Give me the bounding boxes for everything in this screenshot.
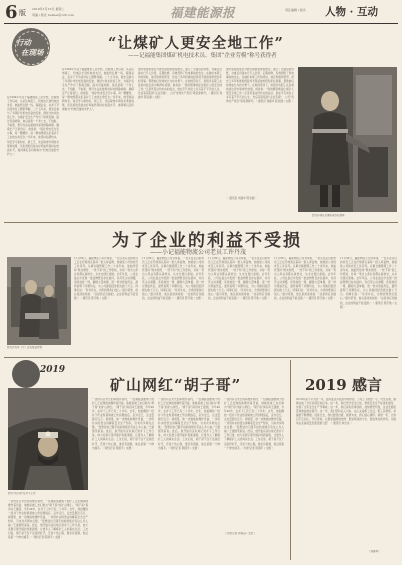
story1-title: “让煤矿人更安全地工作” [108, 35, 285, 52]
story3-body-2: 一条约有百米长的斜坡井巷内，一位满脸络腮胡子的矿工正在熟练地操作着设备，他就是被工友们称为“胡子哥”的矿山网红。“胡子哥”真名叫王建国，今年48岁，在井下工作已有二十多年。去年，他拍摄的一段井下作业短视频被上传到网络后，意外走红，点击量超过百万。视频里，他一边熟练地操作设备，一边用朴实的语言讲解着安全生产知识，引来众多网友点赞。“没想到自己随手拍的视频会有这么多人看。”王建国笑着说。此后，他开始有意识地记录井下工作日常，向大家展示现代煤矿的新面貌，让更多人了解煤矿工人的真实生活。工友们说，胡子哥不仅干活是把好手，还是个热心肠，谁家有困难，他总是第一个伸出援手。（ 特约记者 陈国平 / 文图 ） [158, 398, 220, 450]
story4-body: 2019年是不平凡的一年，面对复杂多变的市场形势，公司上下团结一心、攻坚克难，圆满完成了全年各项目标任务。这一年，我们坚守安全红线，狠抓安全生产标准化建设，实现了全年安全生产零事故；这一年，我们深化改革创新，加快转型升级，企业发展质量和效益稳步提升；这一年，我们坚持以人为本，关心关爱职工生活，职工获得感、幸福感不断增强。回首过去，我们倍感自豪；展望未来，我们信心满怀。新的一年，让我们不忘初心、牢记使命，以更加饱满的热情、更加昂扬的斗志、更加务实的作风，为推动企业高质量发展贡献力量！（ 通讯员 林志远 ） [296, 398, 396, 426]
story4-title: 2019 感言 [305, 376, 382, 394]
story3-body-4: 一条约有百米长的斜坡井巷内，一位满脸络腮胡子的矿工正在熟练地操作着设备，他就是被工友们称为“胡子哥”的矿山网红。“胡子哥”真名叫王建国，今年48岁，在井下工作已有二十多年。去年，他拍摄的一段井下作业短视频被上传到网络后，意外走红，点击量超过百万。视频里，他一边熟练地操作设备，一边用朴实的语言讲解着安全生产知识，引来众多网友点赞。“没想到自己随手拍的视频会有这么多人看。”王建国笑着说。此后，他开始有意识地记录井下工作日常，向大家展示现代煤矿的新面貌，让更多人了解煤矿工人的真实生活。工友们说，胡子哥不仅干活是把好手，还是个热心肠，谁家有困难，他总是第一个伸出援手。（ 特约记者 陈国平 / 文图 ） [8, 500, 88, 540]
divider-1 [4, 222, 398, 223]
col-divider [290, 360, 291, 560]
kicker-badge [12, 28, 50, 66]
story2-body-4: 11月30日，福能物流公司仓库里，一位头发花白的老员工正在仔细清点着每一批入库货物，他就是公司的老员工许丹茂。从事仓储管理工作二十余年来，他始终坚持“账实相符、一丝不苟”的工作原则，对每一笔出入库业务都认真核对，从未出现过差错。去年年底，公司在盘点中发现一批货物账目存在疑问，许丹茂主动请缨，连续加班一周，翻阅大量单据，逐一核对原始凭证，最终查明了问题所在，为公司挽回经济损失数十万元。同事们说：“有老许在，仓库的账我们放心。”面对荣誉，他总是淡淡地说：“这是我应该做的，企业的利益不能受损。”（ 通讯员 陈宇航 / 文图 ） [274, 257, 336, 301]
story2-body-3: 11月30日，福能物流公司仓库里，一位头发花白的老员工正在仔细清点着每一批入库货物，他就是公司的老员工许丹茂。从事仓储管理工作二十余年来，他始终坚持“账实相符、一丝不苟”的工作原则，对每一笔出入库业务都认真核对，从未出现过差错。去年年底，公司在盘点中发现一批货物账目存在疑问，许丹茂主动请缨，连续加班一周，翻阅大量单据，逐一核对原始凭证，最终查明了问题所在，为公司挽回经济损失数十万元。同事们说：“有老许在，仓库的账我们放心。”面对荣誉，他总是淡淡地说：“这是我应该做的，企业的利益不能受损。”（ 通讯员 陈宇航 / 文图 ） [208, 257, 270, 301]
story3-body-1: 一条约有百米长的斜坡井巷内，一位满脸络腮胡子的矿工正在熟练地操作着设备，他就是被工友们称为“胡子哥”的矿山网红。“胡子哥”真名叫王建国，今年48岁，在井下工作已有二十多年。去年，他拍摄的一段井下作业短视频被上传到网络后，意外走红，点击量超过百万。视频里，他一边熟练地操作设备，一边用朴实的语言讲解着安全生产知识，引来众多网友点赞。“没想到自己随手拍的视频会有这么多人看。”王建国笑着说。此后，他开始有意识地记录井下工作日常，向大家展示现代煤矿的新面貌，让更多人了解煤矿工人的真实生活。工友们说，胡子哥不仅干活是把好手，还是个热心肠，谁家有困难，他总是第一个伸出援手。（ 特约记者 陈国平 / 文图 ） [92, 398, 154, 450]
story3-byline: （ 特约记者 林海涛 / 文图 ） [224, 532, 257, 535]
story2-title: 为了企业的利益不受损 [112, 231, 302, 251]
story4-sig: （刘建华） [368, 550, 381, 553]
story2-photo-caption: 图为许丹茂（左）正在检查货物 [7, 346, 43, 349]
story2-body-1: 11月30日，福能物流公司仓库里，一位头发花白的老员工正在仔细清点着每一批入库货物，他就是公司的老员工许丹茂。从事仓储管理工作二十余年来，他始终坚持“账实相符、一丝不苟”的工作原则，对每一笔出入库业务都认真核对，从未出现过差错。去年年底，公司在盘点中发现一批货物账目存在疑问，许丹茂主动请缨，连续加班一周，翻阅大量单据，逐一核对原始凭证，最终查明了问题所在，为公司挽回经济损失数十万元。同事们说：“有老许在，仓库的账我们放心。”面对荣誉，他总是淡淡地说：“这是我应该做的，企业的利益不能受损。”（ 通讯员 陈宇航 / 文图 ） [74, 257, 138, 301]
story3-body-3: 一条约有百米长的斜坡井巷内，一位满脸络腮胡子的矿工正在熟练地操作着设备，他就是被工友们称为“胡子哥”的矿山网红。“胡子哥”真名叫王建国，今年48岁，在井下工作已有二十多年。去年，他拍摄的一段井下作业短视频被上传到网络后，意外走红，点击量超过百万。视频里，他一边熟练地操作设备，一边用朴实的语言讲解着安全生产知识，引来众多网友点赞。“没想到自己随手拍的视频会有这么多人看。”王建国笑着说。此后，他开始有意识地记录井下工作日常，向大家展示现代煤矿的新面貌，让更多人了解煤矿工人的真实生活。工友们说，胡子哥不仅干活是把好手，还是个热心肠，谁家有困难，他总是第一个伸出援手。（ 特约记者 陈国平 / 文图 ） [224, 398, 284, 450]
logo-2019-text: 2019 [40, 365, 66, 375]
logo-2019-badge [12, 360, 40, 388]
kicker-line2: 在现场 [21, 48, 44, 57]
story3-title: 矿山网红“胡子哥” [110, 376, 242, 394]
story3-photo [8, 388, 88, 490]
story2-subtitle: ——小记福能物流公司老员工许丹茂 [150, 249, 247, 256]
story1-byline: （ 通讯员 刘建华 陈家健 ） [226, 197, 258, 200]
story1-body-mid: 他带领班组成员开展设备隐患排查整治，建立了设备巡检台账，对重点设备实行专人负责、定期检修，有效预防了机电事故的发生。在做好本职工作的同时，他还积极传帮带，把自己多年积累的经验毫无保留地传授给年轻同事，帮助他们快速成长为技术骨干。在他的带动下，班组多名职工在各类技能比武中取得好成绩。他常说：“我的愿望就是让煤矿人更安全地工作。”正是凭着这份朴实的信念，他在平凡岗位上书写着不平凡的人生，先后荣获集团“企业劳模”、公司“优秀共产党员”等荣誉称号。（ 通讯员 刘建华 陈家健 / 文图 ） [138, 68, 222, 100]
story1-subtitle: ——记福能集团煤矿机电技术员、集团“企业劳模”称号获得者 [128, 53, 277, 59]
page-number: 6 [5, 2, 18, 23]
dept-line: 责任编辑 / 版式 [285, 8, 306, 12]
section-title: 人物 · 互动 [325, 6, 378, 18]
story2-body-5: 11月30日，福能物流公司仓库里，一位头发花白的老员工正在仔细清点着每一批入库货物，他就是公司的老员工许丹茂。从事仓储管理工作二十余年来，他始终坚持“账实相符、一丝不苟”的工作原则，对每一笔出入库业务都认真核对，从未出现过差错。去年年底，公司在盘点中发现一批货物账目存在疑问，许丹茂主动请缨，连续加班一周，翻阅大量单据，逐一核对原始凭证，最终查明了问题所在，为公司挽回经济损失数十万元。同事们说：“有老许在，仓库的账我们放心。”面对荣誉，他总是淡淡地说：“这是我应该做的，企业的利益不能受损。”（ 通讯员 陈宇航 / 文图 ） [340, 257, 397, 309]
paper-name: 福建能源报 [170, 5, 236, 20]
story1-photo [298, 67, 397, 212]
kicker-line1: 行动 [16, 38, 31, 47]
date-line: 2019年1月15日 星期二 [32, 7, 65, 11]
page-label: 版 [19, 9, 26, 17]
story1-photo-caption: 图为许林在从事机电作业现场 [312, 214, 345, 217]
story2-body-2: 11月30日，福能物流公司仓库里，一位头发花白的老员工正在仔细清点着每一批入库货物，他就是公司的老员工许丹茂。从事仓储管理工作二十余年来，他始终坚持“账实相符、一丝不苟”的工作原则，对每一笔出入库业务都认真核对，从未出现过差错。去年年底，公司在盘点中发现一批货物账目存在疑问，许丹茂主动请缨，连续加班一周，翻阅大量单据，逐一核对原始凭证，最终查明了问题所在，为公司挽回经济损失数十万元。同事们说：“有老许在，仓库的账我们放心。”面对荣誉，他总是淡淡地说：“这是我应该做的，企业的利益不能受损。”（ 通讯员 陈宇航 / 文图 ） [142, 257, 204, 301]
story3-photo-caption: 图为“胡子哥”在井下工作 [8, 492, 36, 495]
story2-photo [7, 257, 71, 345]
story1-body-right: 他带领班组成员开展设备隐患排查整治，建立了设备巡检台账，对重点设备实行专人负责、定期检修，有效预防了机电事故的发生。在做好本职工作的同时，他还积极传帮带，把自己多年积累的经验毫无保留地传授给年轻同事，帮助他们快速成长为技术骨干。在他的带动下，班组多名职工在各类技能比武中取得好成绩。他常说：“我的愿望就是让煤矿人更安全地工作。”正是凭着这份朴实的信念，他在平凡岗位上书写着不平凡的人生，先后荣获集团“企业劳模”、公司“优秀共产党员”等荣誉称号。（ 通讯员 刘建华 陈家健 / 文图 ） [226, 68, 294, 104]
page-header [0, 0, 402, 25]
story1-body-left: 在1994年毕业于福建煤炭工业学校，自参加工作以来，从采区电钳工、机电队长到机电技术员，他始终扎根一线，兢兢业业，在井下平凡的岗位上默默奉献。二十五年来，他先后参与了多项矿井机电设备的安装、调试与技术改造工作，为煤矿安全生产作出了积极贡献。面对设备故障，他总是第一个冲上去，不怕脏、不怕累，想尽办法在最短时间内排除故障，确保生产正常进行。他常说：“煤矿机电安全无小事，每一颗螺丝、每一根电缆都关系着井下工友的生命安全。”多年来，他坚持钻研技术，刻苦学习新知识、新工艺，先后取得多项技术革新成果，所负责的设备完好率始终保持在较高水平，被同事们亲切地称为“机电设备的守护人”。 [62, 68, 134, 112]
divider-2 [4, 357, 398, 358]
header-rule [4, 23, 398, 24]
editor-line: 责编 / 版式 beimei@126.com [32, 13, 75, 17]
story1-body-col2: 在1994年毕业于福建煤炭工业学校，自参加工作以来，从采区电钳工、机电队长到机电技术员，他始终扎根一线，兢兢业业，在井下平凡的岗位上默默奉献。二十五年来，他先后参与了多项矿井机电设备的安装、调试与技术改造工作，为煤矿安全生产作出了积极贡献。面对设备故障，他总是第一个冲上去，不怕脏、不怕累，想尽办法在最短时间内排除故障，确保生产正常进行。他常说：“煤矿机电安全无小事，每一颗螺丝、每一根电缆都关系着井下工友的生命安全。”多年来，他坚持钻研技术，刻苦学习新知识、新工艺，先后取得多项技术革新成果，所负责的设备完好率始终保持在较高水平，被同事们亲切地称为“机电设备的守护人”。 [7, 96, 59, 156]
